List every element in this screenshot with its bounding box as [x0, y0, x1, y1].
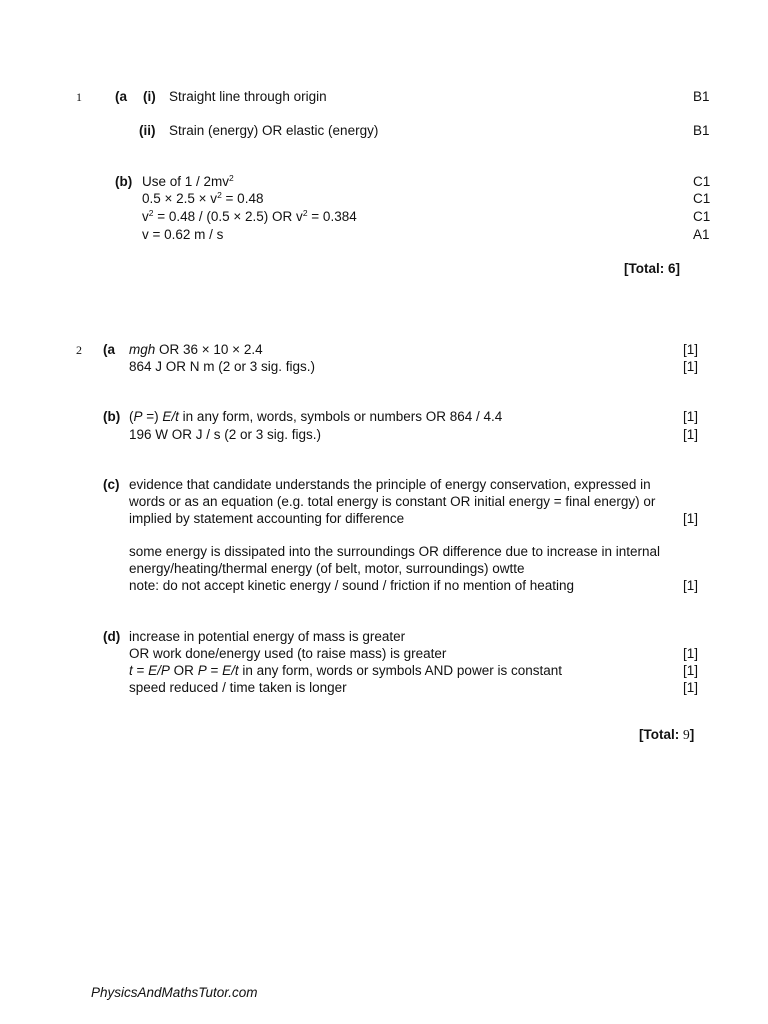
q2-d-line-3: t = E/P OR P = E/t in any form, words or symbols AND power is constant [129, 663, 562, 678]
q2-c-line-6: note: do not accept kinetic energy / sound / friction if no mention of heating [129, 578, 575, 593]
q1-b-line-2: $0.5 \times 2.5 \times v^2 = 0.48$ [142, 190, 264, 206]
q1-b-mark-4: A1 [693, 227, 710, 242]
q1-b-line-1: Use of $1 / 2mv^2$ [142, 173, 234, 189]
q1-a-i-answer: Straight line through origin [169, 89, 327, 104]
q2-c-mark-1: [1] [683, 511, 699, 526]
q2-a-mark-1: [1] [683, 342, 699, 357]
question-number-2: 2 [76, 343, 82, 357]
q1-a-ii-mark: B1 [693, 123, 710, 138]
question-number-1: 1 [76, 90, 82, 104]
q2-d-mark-2: [1] [683, 663, 699, 678]
q1-a-i-mark: B1 [693, 89, 710, 104]
q2-d-mark-3: [1] [683, 680, 699, 695]
q2-c-line-2: words or as an equation (e.g. total energy is constant OR initial energy = final energy) or [129, 494, 656, 509]
q2-c-line-3: implied by statement accounting for difference [129, 511, 405, 526]
q1-b-line-4: v = 0.62 m / s [142, 227, 224, 242]
footer-site-name: PhysicsAndMathsTutor.com [91, 985, 258, 1000]
q2-total: [Total: 9] [639, 727, 695, 742]
q2-part-a-label: (a [103, 342, 116, 357]
q2-b-mark-2: [1] [683, 427, 699, 442]
q1-b-mark-3: C1 [693, 209, 711, 224]
q1-sub-ii-label: (ii) [139, 123, 156, 138]
q2-a-line-2: 864 J OR N m (2 or 3 sig. figs.) [129, 359, 316, 374]
q2-part-d-label: (d) [103, 629, 121, 644]
q2-d-line-1: increase in potential energy of mass is greater [129, 629, 406, 644]
q1-b-mark-1: C1 [693, 174, 711, 189]
q2-c-line-1: evidence that candidate understands the principle of energy conservation, expressed in [129, 477, 651, 492]
q2-c-line-4: some energy is dissipated into the surroundings OR difference due to increase in internal [129, 544, 661, 559]
q2-part-c-label: (c) [103, 477, 120, 492]
q2-c-mark-2: [1] [683, 578, 699, 593]
q2-d-mark-1: [1] [683, 646, 699, 661]
q2-d-line-2: OR work done/energy used (to raise mass) is greater [129, 646, 447, 661]
q1-total: [Total: 6] [624, 261, 680, 276]
q2-b-mark-1: [1] [683, 409, 699, 424]
q1-a-ii-answer: Strain (energy) OR elastic (energy) [169, 123, 379, 138]
q2-a-mark-2: [1] [683, 359, 699, 374]
q2-d-line-4: speed reduced / time taken is longer [129, 680, 347, 695]
q2-c-line-5: energy/heating/thermal energy (of belt, motor, surroundings) owtte [129, 561, 525, 576]
q2-b-line-1: (P =) E/t in any form, words, symbols or numbers OR 864 / 4.4 [129, 409, 503, 424]
q1-part-a-label: (a [115, 89, 128, 104]
q2-a-line-1: mgh OR 36 × 10 × 2.4 [129, 342, 263, 357]
q1-part-b-label: (b) [115, 174, 133, 189]
q2-part-b-label: (b) [103, 409, 121, 424]
q1-b-line-3: $v^2 = 0.48 / (0.5 \times 2.5)$ OR $v^2 = 0.384$ [142, 208, 357, 224]
q1-sub-i-label: (i) [143, 89, 156, 104]
q1-b-mark-2: C1 [693, 191, 711, 206]
q2-b-line-2: 196 W OR J / s (2 or 3 sig. figs.) [129, 427, 322, 442]
